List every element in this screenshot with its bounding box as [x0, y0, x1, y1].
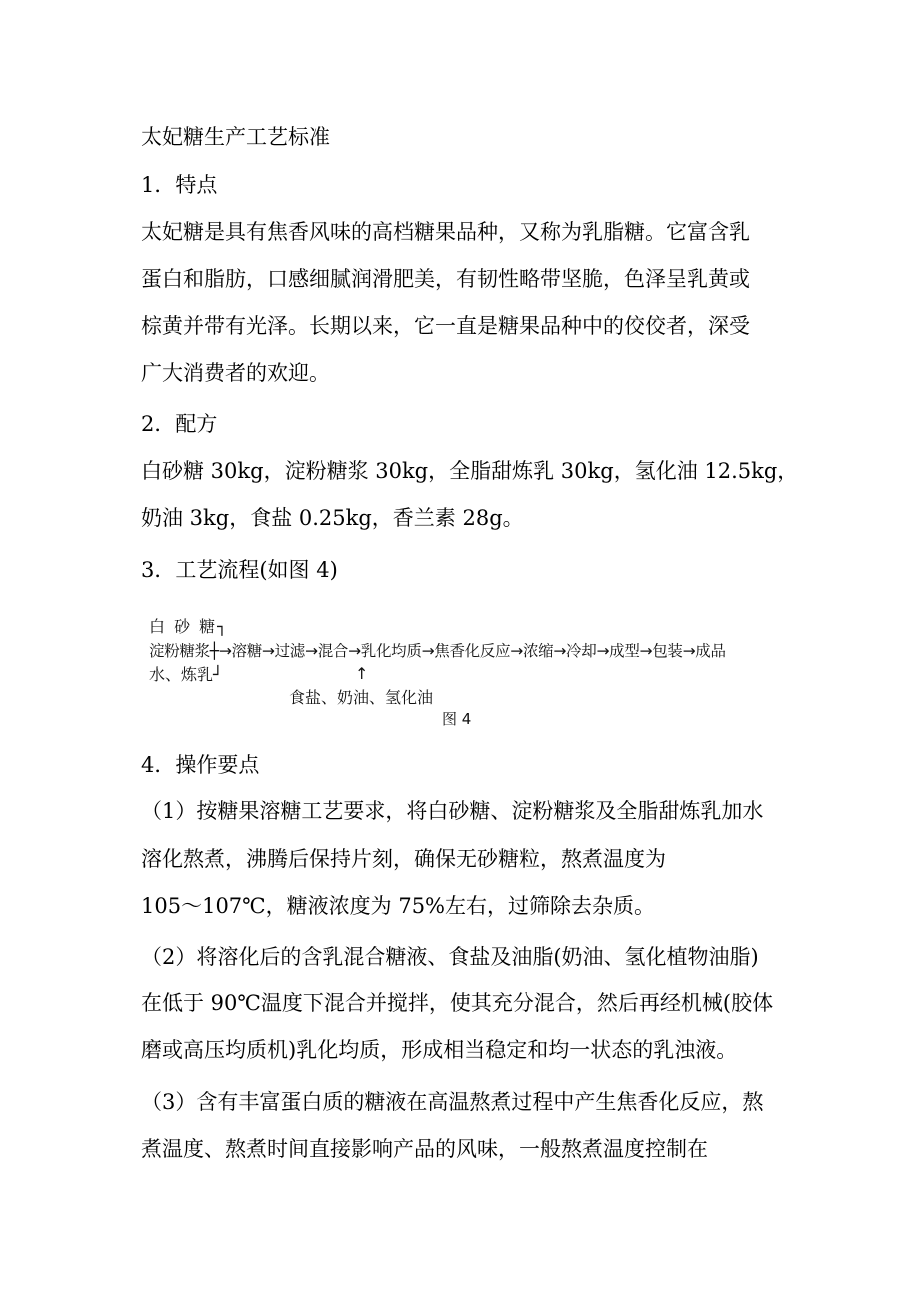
paragraph-line: 蛋白和脂肪，口感细腻润滑肥美，有韧性略带坚脆，色泽呈乳黄或 [141, 267, 750, 291]
paragraph-line: 煮温度、熬煮时间直接影响产品的风味，一般熬煮温度控制在 [141, 1137, 708, 1161]
diagram-input-sugar: 白 砂 糖┐ [149, 617, 229, 636]
section-3-heading: 3．工艺流程(如图 4) [141, 558, 338, 582]
paragraph-line: （2）将溶化后的含乳混合糖液、食盐及油脂(奶油、氢化植物油脂) [141, 945, 759, 969]
paragraph-line: 磨或高压均质机)乳化均质，形成相当稳定和均一状态的乳浊液。 [141, 1038, 738, 1062]
paragraph-line: 棕黄并带有光泽。长期以来，它一直是糖果品种中的佼佼者，深受 [141, 314, 750, 338]
paragraph-line: 太妃糖是具有焦香风味的高档糖果品种，又称为乳脂糖。它富含乳 [141, 220, 750, 244]
section-1-heading: 1．特点 [141, 173, 218, 197]
diagram-input-water-milk: 水、炼乳┘ [149, 665, 223, 684]
paragraph-line: 溶化熬煮，沸腾后保持片刻，确保无砂糖粒，熬煮温度为 [141, 847, 666, 871]
diagram-up-arrow: ↑ [355, 664, 369, 683]
paragraph-line: 奶油 3kg，食盐 0.25kg，香兰素 28g。 [141, 506, 524, 530]
diagram-main-flow: 淀粉糖浆┼→溶糖→过滤→混合→乳化均质→焦香化反应→浓缩→冷却→成型→包装→成品 [149, 642, 726, 660]
paragraph-line: 白砂糖 30kg，淀粉糖浆 30kg，全脂甜炼乳 30kg，氢化油 12.5kg， [141, 459, 799, 483]
paragraph-line: 广大消费者的欢迎。 [141, 361, 330, 385]
section-2-heading: 2．配方 [141, 412, 218, 436]
figure-caption: 图 4 [442, 710, 472, 728]
paragraph-line: 在低于 90℃温度下混合并搅拌，使其充分混合，然后再经机械(胶体 [141, 991, 774, 1015]
doc-title: 太妃糖生产工艺标准 [141, 125, 330, 149]
paragraph-line: 105～107℃，糖液浓度为 75%左右，过筛除去杂质。 [141, 894, 656, 918]
paragraph-line: （3）含有丰富蛋白质的糖液在高温熬煮过程中产生焦香化反应，熬 [141, 1090, 764, 1114]
paragraph-line: （1）按糖果溶糖工艺要求，将白砂糖、淀粉糖浆及全脂甜炼乳加水 [141, 799, 764, 823]
diagram-additives: 食盐、奶油、氢化油 [289, 688, 434, 707]
section-4-heading: 4．操作要点 [141, 753, 260, 777]
